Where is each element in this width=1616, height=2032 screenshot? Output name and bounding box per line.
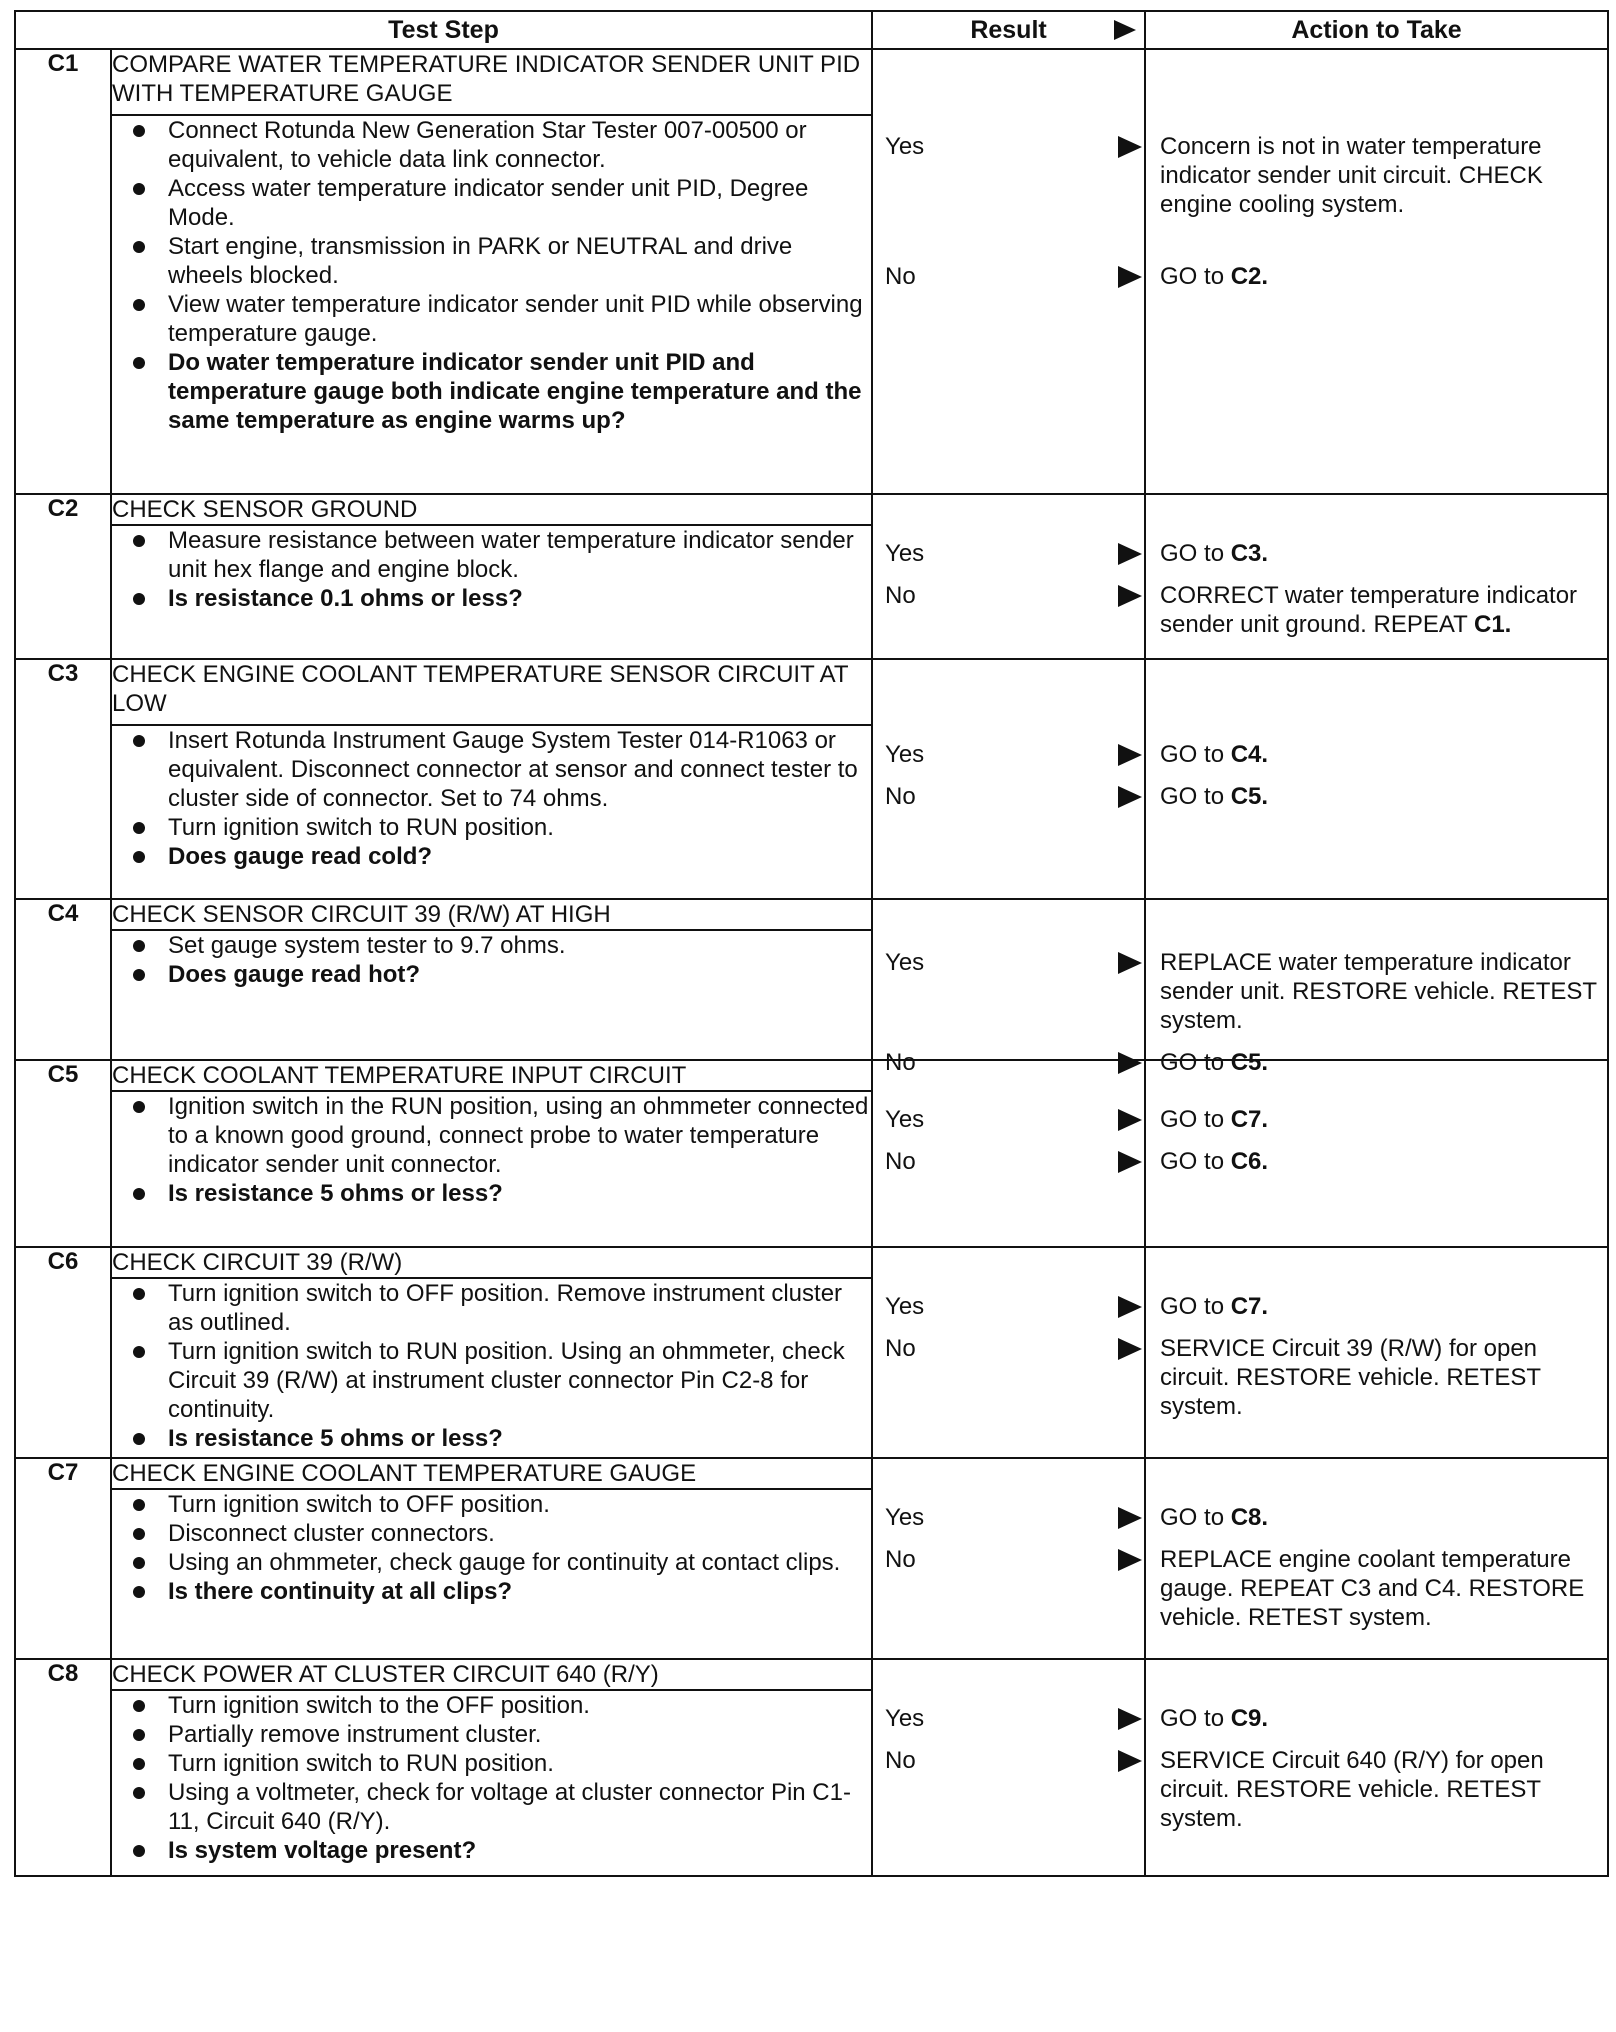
- arrow-right-icon: [1118, 543, 1142, 565]
- test-question: Does gauge read hot?: [168, 960, 871, 989]
- instruction-item: Ignition switch in the RUN position, using an ohmmeter connected to a known good ground, connect probe to water temperature indicator sender unit connector.: [168, 1092, 871, 1179]
- step-title-row: [15, 659, 1608, 725]
- action-text: [1146, 1545, 1607, 1632]
- action-cell: [1145, 659, 1608, 899]
- step-title: CHECK SENSOR GROUND: [111, 494, 872, 525]
- table-header-row: [15, 11, 1608, 49]
- arrow-right-icon: [1118, 585, 1142, 607]
- instruction-list: [112, 116, 871, 435]
- arrow-right-icon: [1114, 20, 1136, 40]
- action-instruction: SERVICE Circuit 39 (R/W) for open circuit. RESTORE vehicle. RETEST system.: [1160, 1335, 1541, 1420]
- action-step-ref[interactable]: C5.: [1230, 783, 1269, 810]
- result-cell: [872, 494, 1145, 659]
- header-test-step: Test Step: [15, 11, 872, 49]
- result-label: Yes: [885, 133, 925, 160]
- step-title: CHECK SENSOR CIRCUIT 39 (R/W) AT HIGH: [111, 899, 872, 930]
- result-label: No: [885, 783, 916, 810]
- action-text: [1146, 1147, 1607, 1176]
- step-title-row: [15, 1060, 1608, 1091]
- action-text: [1146, 782, 1607, 811]
- pinpoint-test-table: [14, 10, 1609, 1877]
- step-instructions: [111, 1690, 872, 1876]
- action-instruction: GO to: [1160, 1148, 1231, 1175]
- action-text: [1146, 132, 1607, 219]
- instruction-item: Disconnect cluster connectors.: [168, 1519, 871, 1548]
- action-instruction: GO to: [1160, 1705, 1231, 1732]
- step-instructions: [111, 1489, 872, 1659]
- step-id: C1: [15, 49, 111, 494]
- result-label: No: [885, 263, 916, 290]
- result-cell: [872, 1659, 1145, 1876]
- result-cell: [872, 1458, 1145, 1659]
- instruction-item: Turn ignition switch to RUN position.: [168, 1749, 871, 1778]
- instruction-item: Turn ignition switch to OFF position.: [168, 1490, 871, 1519]
- arrow-right-icon: [1118, 266, 1142, 288]
- step-instructions: [111, 115, 872, 494]
- action-text: [1146, 1704, 1607, 1733]
- step-id: C8: [15, 1659, 111, 1876]
- test-question: Is resistance 0.1 ohms or less?: [168, 584, 871, 613]
- step-instructions: [111, 1278, 872, 1458]
- result-label: No: [885, 1747, 916, 1774]
- result-yes: [873, 132, 1144, 161]
- action-instruction: GO to: [1160, 1504, 1231, 1531]
- action-instruction: GO to: [1160, 783, 1231, 810]
- result-label: No: [885, 1049, 916, 1076]
- action-cell: [1145, 1659, 1608, 1876]
- instruction-item: Set gauge system tester to 9.7 ohms.: [168, 931, 871, 960]
- result-yes: [873, 948, 1144, 977]
- arrow-right-icon: [1118, 1750, 1142, 1772]
- step-title-row: [15, 899, 1608, 930]
- instruction-item: Measure resistance between water temperature indicator sender unit hex flange and engine block.: [168, 526, 871, 584]
- action-text: [1146, 539, 1607, 568]
- step-id: C5: [15, 1060, 111, 1247]
- result-yes: [873, 740, 1144, 769]
- step-title-row: [15, 1659, 1608, 1690]
- action-step-ref[interactable]: C3.: [1230, 540, 1269, 567]
- header-result: [872, 11, 1145, 49]
- action-instruction: GO to: [1160, 1049, 1231, 1076]
- action-instruction: GO to: [1160, 1106, 1231, 1133]
- action-step-ref[interactable]: C9.: [1230, 1705, 1269, 1732]
- arrow-right-icon: [1118, 1338, 1142, 1360]
- diagnostic-page: [14, 10, 1607, 1877]
- step-title-row: [15, 1458, 1608, 1489]
- action-step-ref[interactable]: C7.: [1230, 1293, 1269, 1320]
- result-yes: [873, 539, 1144, 568]
- test-question: Is resistance 5 ohms or less?: [168, 1179, 871, 1208]
- instruction-item: Using a voltmeter, check for voltage at cluster connector Pin C1-11, Circuit 640 (R/Y).: [168, 1778, 871, 1836]
- action-instruction: Concern is not in water temperature indicator sender unit circuit. CHECK engine cooling system.: [1160, 133, 1543, 218]
- result-label: No: [885, 582, 916, 609]
- action-step-ref[interactable]: C8.: [1230, 1504, 1269, 1531]
- action-step-ref[interactable]: C1.: [1473, 611, 1512, 638]
- arrow-right-icon: [1118, 1549, 1142, 1571]
- test-question: Is resistance 5 ohms or less?: [168, 1424, 871, 1453]
- header-action: Action to Take: [1145, 11, 1608, 49]
- step-title-row: [15, 1247, 1608, 1278]
- action-instruction: REPLACE water temperature indicator sender unit. RESTORE vehicle. RETEST system.: [1160, 949, 1597, 1034]
- instruction-item: View water temperature indicator sender unit PID while observing temperature gauge.: [168, 290, 871, 348]
- result-yes: [873, 1503, 1144, 1532]
- test-steps-body: [15, 49, 1608, 1876]
- arrow-right-icon: [1118, 136, 1142, 158]
- action-cell: [1145, 1060, 1608, 1247]
- action-cell: [1145, 494, 1608, 659]
- result-label: Yes: [885, 1293, 925, 1320]
- action-text: [1146, 581, 1607, 639]
- result-cell: [872, 49, 1145, 494]
- test-question: Does gauge read cold?: [168, 842, 871, 871]
- arrow-right-icon: [1118, 1151, 1142, 1173]
- header-result-label: Result: [970, 16, 1047, 44]
- action-cell: [1145, 1247, 1608, 1458]
- action-cell: [1145, 49, 1608, 494]
- result-cell: [872, 1247, 1145, 1458]
- result-yes: [873, 1704, 1144, 1733]
- result-no: [873, 1746, 1144, 1775]
- result-label: Yes: [885, 540, 925, 567]
- result-label: No: [885, 1546, 916, 1573]
- step-title: COMPARE WATER TEMPERATURE INDICATOR SENDER UNIT PID WITH TEMPERATURE GAUGE: [111, 49, 872, 115]
- action-instruction: GO to: [1160, 741, 1231, 768]
- step-title: CHECK ENGINE COOLANT TEMPERATURE GAUGE: [111, 1458, 872, 1489]
- action-text: [1146, 1503, 1607, 1532]
- result-no: [873, 1147, 1144, 1176]
- step-id: C7: [15, 1458, 111, 1659]
- result-no: [873, 581, 1144, 610]
- instruction-list: [112, 1092, 871, 1208]
- step-title-row: [15, 49, 1608, 115]
- step-title: CHECK COOLANT TEMPERATURE INPUT CIRCUIT: [111, 1060, 872, 1091]
- action-step-ref[interactable]: C6.: [1230, 1148, 1269, 1175]
- action-step-ref[interactable]: C7.: [1230, 1106, 1269, 1133]
- action-step-ref[interactable]: C2.: [1230, 263, 1269, 290]
- result-no: [873, 1545, 1144, 1574]
- step-id: C4: [15, 899, 111, 1060]
- instruction-item: Partially remove instrument cluster.: [168, 1720, 871, 1749]
- action-instruction: CORRECT water temperature indicator sender unit ground. REPEAT: [1160, 582, 1578, 638]
- arrow-right-icon: [1118, 1507, 1142, 1529]
- result-no: [873, 1334, 1144, 1363]
- instruction-item: Turn ignition switch to OFF position. Remove instrument cluster as outlined.: [168, 1279, 871, 1337]
- action-instruction: GO to: [1160, 1293, 1231, 1320]
- arrow-right-icon: [1118, 1708, 1142, 1730]
- instruction-list: [112, 1691, 871, 1865]
- action-text: [1146, 1105, 1607, 1134]
- result-cell: [872, 659, 1145, 899]
- step-title: CHECK POWER AT CLUSTER CIRCUIT 640 (R/Y): [111, 1659, 872, 1690]
- action-instruction: GO to: [1160, 263, 1231, 290]
- step-title: CHECK ENGINE COOLANT TEMPERATURE SENSOR CIRCUIT AT LOW: [111, 659, 872, 725]
- instruction-item: Start engine, transmission in PARK or NEUTRAL and drive wheels blocked.: [168, 232, 871, 290]
- result-cell: [872, 899, 1145, 1076]
- step-title-row: [15, 494, 1608, 525]
- instruction-list: [112, 931, 871, 989]
- action-text: [1146, 740, 1607, 769]
- arrow-right-icon: [1118, 744, 1142, 766]
- instruction-item: Using an ohmmeter, check gauge for continuity at contact clips.: [168, 1548, 871, 1577]
- result-label: Yes: [885, 1705, 925, 1732]
- step-id: C2: [15, 494, 111, 659]
- result-yes: [873, 1105, 1144, 1134]
- instruction-item: Connect Rotunda New Generation Star Tester 007-00500 or equivalent, to vehicle data link connector.: [168, 116, 871, 174]
- action-cell: [1145, 1458, 1608, 1659]
- step-title: CHECK CIRCUIT 39 (R/W): [111, 1247, 872, 1278]
- arrow-right-icon: [1118, 1296, 1142, 1318]
- action-text: [1146, 1292, 1607, 1321]
- action-cell: [1145, 899, 1608, 1076]
- step-id: C6: [15, 1247, 111, 1458]
- result-no: [873, 262, 1144, 291]
- arrow-right-icon: [1118, 786, 1142, 808]
- instruction-item: Turn ignition switch to the OFF position.: [168, 1691, 871, 1720]
- action-instruction: SERVICE Circuit 640 (R/Y) for open circuit. RESTORE vehicle. RETEST system.: [1160, 1747, 1544, 1832]
- test-question: Is there continuity at all clips?: [168, 1577, 871, 1606]
- action-instruction: REPLACE engine coolant temperature gauge. REPEAT C3 and C4. RESTORE vehicle. RETEST system.: [1160, 1546, 1585, 1631]
- step-instructions: [111, 1091, 872, 1247]
- action-step-ref[interactable]: C4.: [1230, 741, 1269, 768]
- action-text: [1146, 948, 1607, 1035]
- action-text: [1146, 1334, 1607, 1421]
- arrow-right-icon: [1118, 952, 1142, 974]
- test-question: Is system voltage present?: [168, 1836, 871, 1865]
- result-label: No: [885, 1335, 916, 1362]
- step-id: C3: [15, 659, 111, 899]
- instruction-item: Insert Rotunda Instrument Gauge System Tester 014-R1063 or equivalent. Disconnect connector at sensor and connect tester to cluster side of connector. Set to 74 ohms.: [168, 726, 871, 813]
- action-instruction: GO to: [1160, 540, 1231, 567]
- result-label: Yes: [885, 1504, 925, 1531]
- result-yes: [873, 1292, 1144, 1321]
- result-label: Yes: [885, 741, 925, 768]
- step-instructions: [111, 725, 872, 899]
- action-text: [1146, 1746, 1607, 1833]
- result-label: Yes: [885, 1106, 925, 1133]
- result-label: Yes: [885, 949, 925, 976]
- arrow-right-icon: [1118, 1109, 1142, 1131]
- instruction-item: Turn ignition switch to RUN position.: [168, 813, 871, 842]
- instruction-item: Turn ignition switch to RUN position. Using an ohmmeter, check Circuit 39 (R/W) at instrument cluster connector Pin C2-8 for continuity.: [168, 1337, 871, 1424]
- action-text: [1146, 262, 1607, 291]
- step-instructions: [111, 525, 872, 659]
- result-label: No: [885, 1148, 916, 1175]
- instruction-list: [112, 726, 871, 871]
- instruction-list: [112, 526, 871, 613]
- step-instructions: [111, 930, 872, 1060]
- instruction-item: Access water temperature indicator sender unit PID, Degree Mode.: [168, 174, 871, 232]
- test-question: Do water temperature indicator sender unit PID and temperature gauge both indicate engine temperature and the same temperature as engine warms up?: [168, 348, 871, 435]
- result-cell: [872, 1060, 1145, 1247]
- action-step-ref[interactable]: C5.: [1230, 1049, 1269, 1076]
- instruction-list: [112, 1279, 871, 1453]
- result-no: [873, 782, 1144, 811]
- instruction-list: [112, 1490, 871, 1606]
